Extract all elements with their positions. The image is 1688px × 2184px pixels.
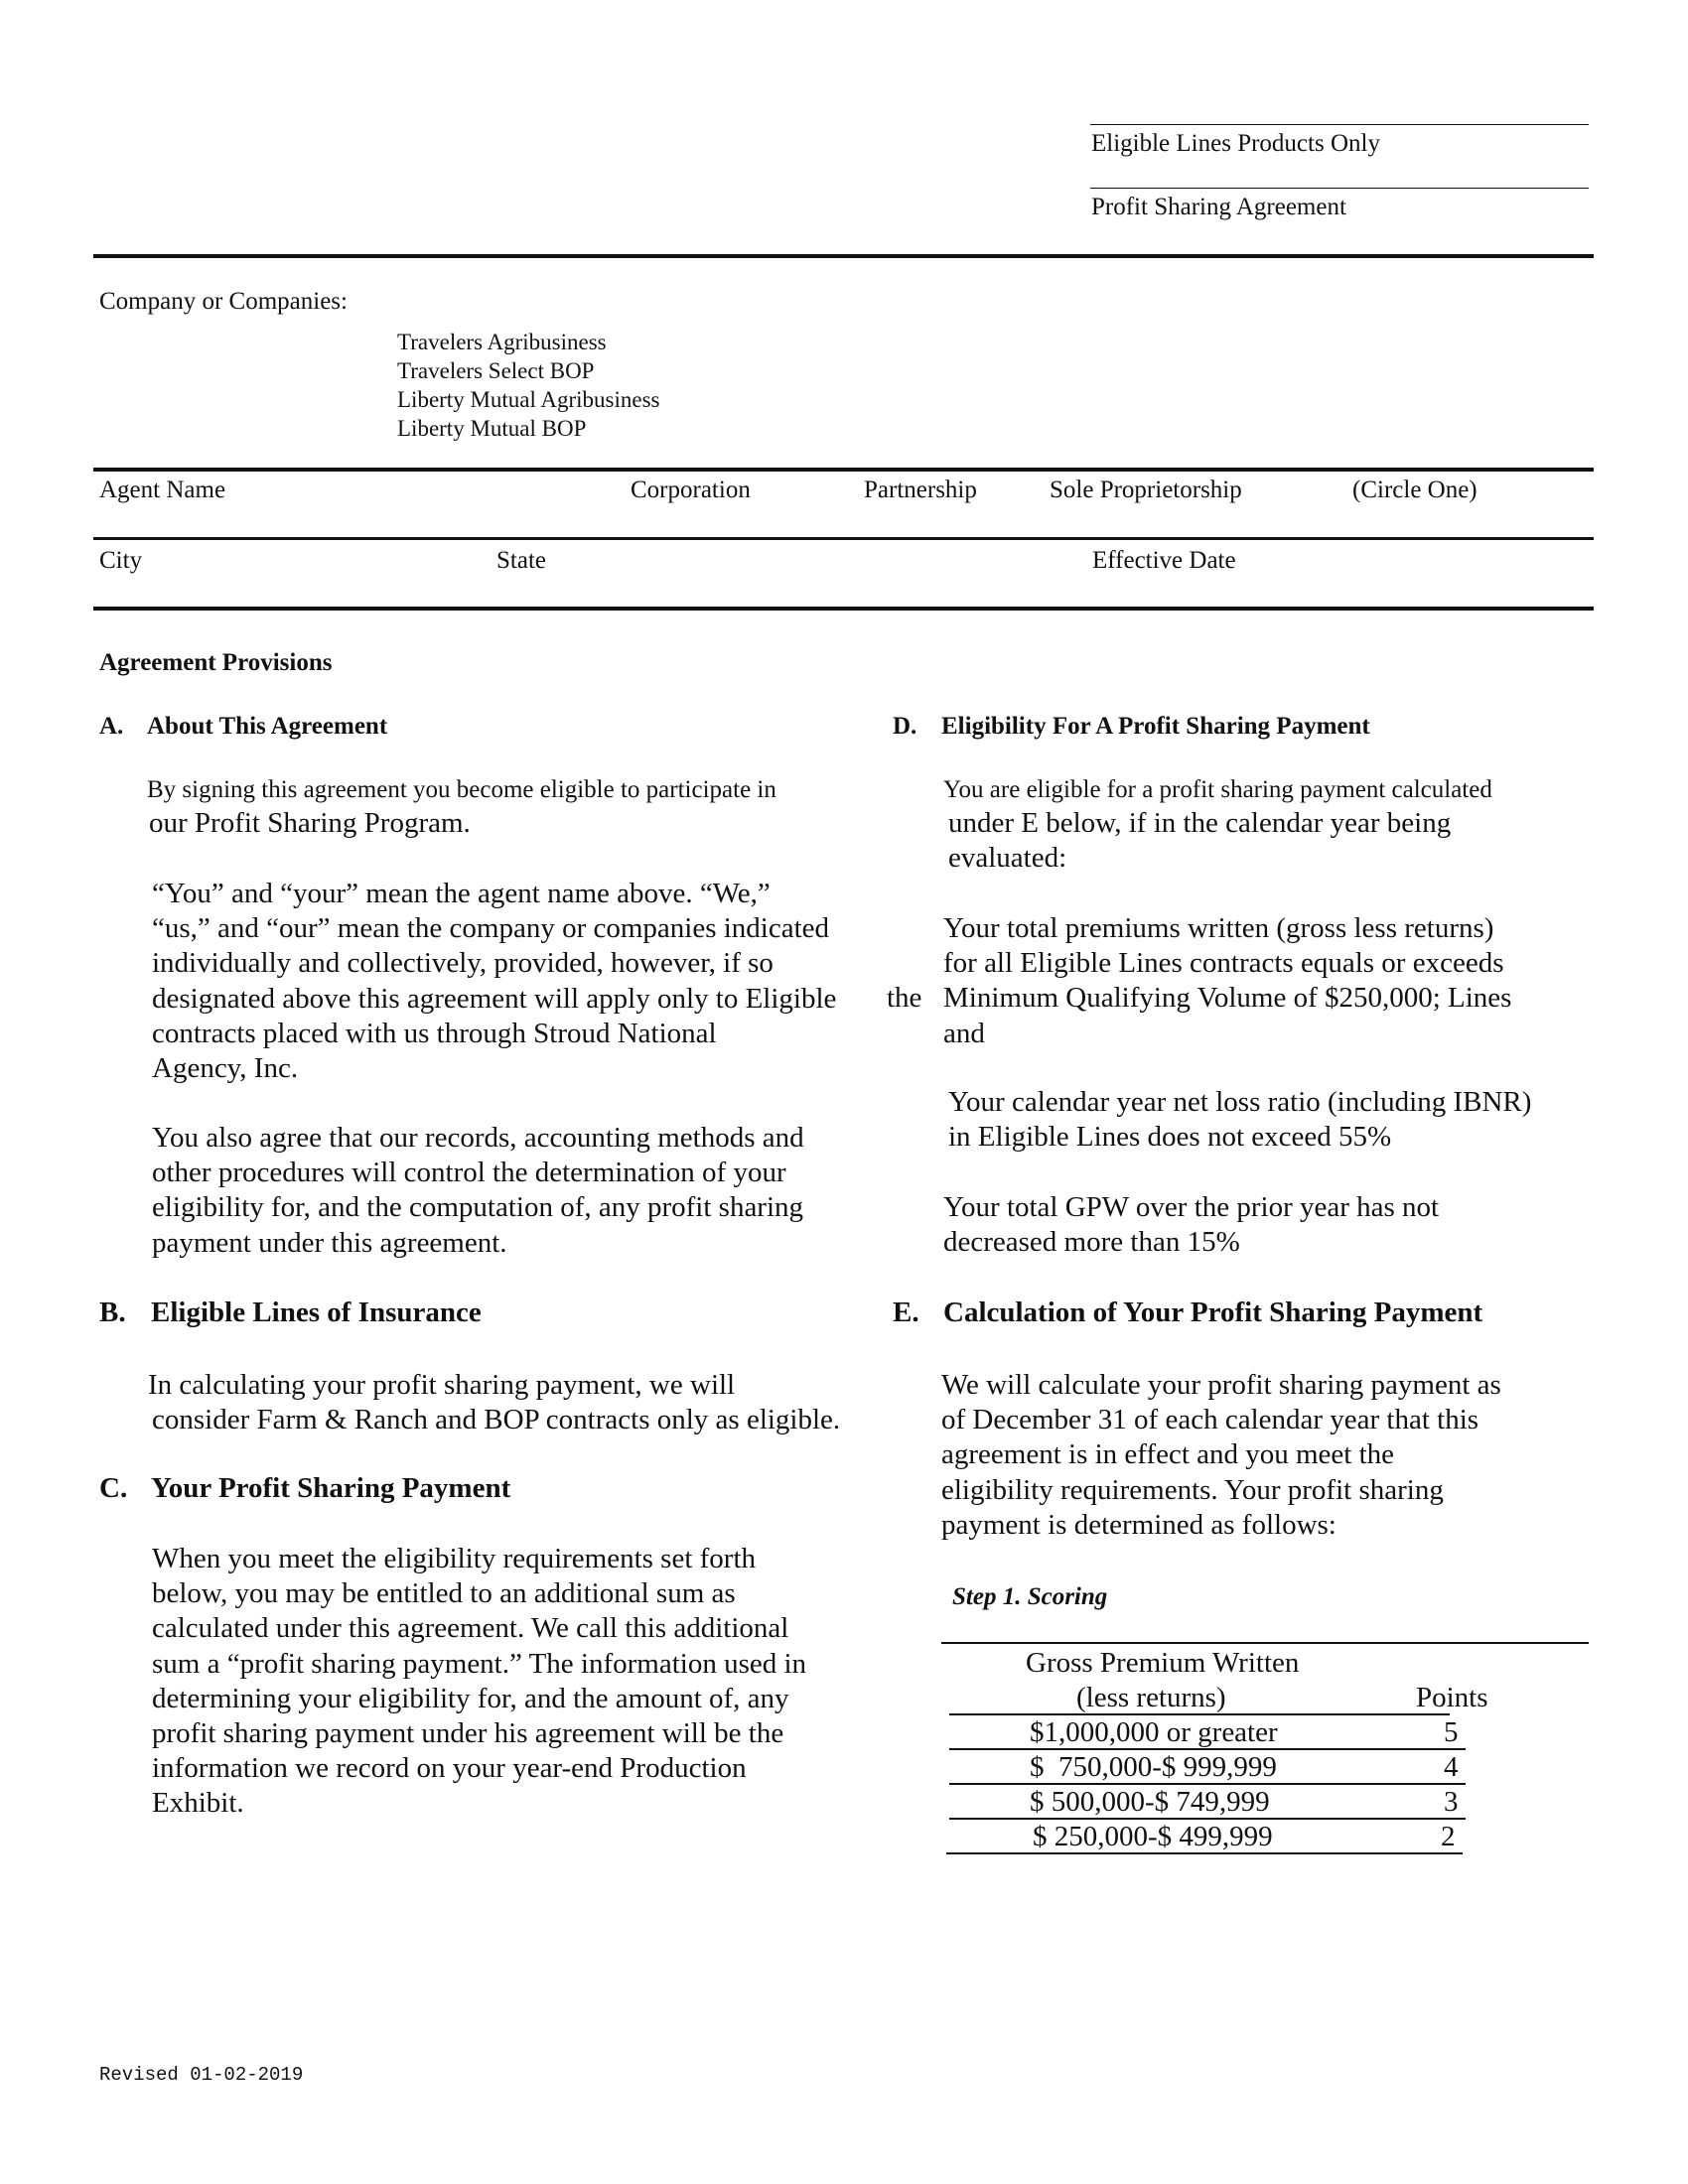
table-cell-points: 5 xyxy=(1444,1716,1459,1748)
header-line-agreement: Profit Sharing Agreement xyxy=(1091,194,1346,220)
section-c-letter: C. xyxy=(99,1472,128,1504)
city-label: City xyxy=(99,547,143,574)
table-row xyxy=(941,1750,1589,1785)
section-d-title: Eligibility For A Profit Sharing Payment xyxy=(941,713,1370,740)
table-row xyxy=(941,1715,1589,1750)
section-b-p1-line1: In calculating your profit sharing payment, we will xyxy=(148,1369,736,1401)
header-rule-top xyxy=(1090,124,1589,125)
table-row xyxy=(941,1820,1589,1854)
section-d-paragraph-4: Your total GPW over the prior year has not decreased more than 15% xyxy=(943,1191,1440,1259)
company-item: Travelers Agribusiness xyxy=(397,330,607,354)
section-a-p1-line1: By signing this agreement you become eligible to participate in xyxy=(147,776,776,803)
table-cell-range: $ 750,000-$ 999,999 xyxy=(1030,1751,1277,1783)
section-e-paragraph: We will calculate your profit sharing payment as of December 31 of each calendar year that this agreement is in effect and you meet the eligibility requirements. Your profit sharing payment is determined as follows: xyxy=(941,1369,1501,1541)
section-e-letter: E. xyxy=(893,1297,919,1328)
section-c-paragraph: When you meet the eligibility requirements set forth below, you may be entitled to an additional sum as calculated under this agreement. We call this additional sum a “profit sharing payment.” The information used in determining your eligibility for, and the amount of, any profit sharing payment under his agreement will be the information we record on your year-end Production Exhibit. xyxy=(152,1543,807,1820)
section-b-p1-line2: consider Farm & Ranch and BOP contracts only as eligible. xyxy=(152,1404,841,1435)
effective-date-label: Effective Date xyxy=(1092,547,1236,574)
corporation-option[interactable]: Corporation xyxy=(631,477,751,503)
section-d-p1-line1: You are eligible for a profit sharing payment calculated xyxy=(943,776,1492,803)
table-header-less-returns: (less returns) xyxy=(1076,1682,1226,1713)
table-cell-points: 2 xyxy=(1441,1821,1456,1852)
section-d-paragraph-3: Your calendar year net loss ratio (including IBNR) in Eligible Lines does not exceed 55% xyxy=(948,1086,1532,1154)
partnership-option[interactable]: Partnership xyxy=(864,477,977,503)
state-label: State xyxy=(496,547,546,574)
section-a-paragraph-3: You also agree that our records, accounting methods and other procedures will control the determination of your eligibility for, and the computation of, any profit sharing payment under this agreement. xyxy=(152,1122,804,1259)
table-cell-range: $1,000,000 or greater xyxy=(1030,1716,1278,1748)
table-header-points: Points xyxy=(1416,1682,1488,1713)
rule-city-bottom xyxy=(93,607,1594,611)
table-cell-range: $ 500,000-$ 749,999 xyxy=(1030,1786,1270,1818)
section-c-title: Your Profit Sharing Payment xyxy=(151,1472,511,1504)
step-1-label: Step 1. Scoring xyxy=(952,1583,1108,1610)
company-label: Company or Companies: xyxy=(99,288,348,315)
circle-one-note: (Circle One) xyxy=(1352,477,1477,503)
company-item: Liberty Mutual Agribusiness xyxy=(397,387,660,412)
section-d-paragraph-2: Your total premiums written (gross less returns) for all Eligible Lines contracts equals or exceeds Minimum Qualifying Volume of $250,000; Lines and xyxy=(943,912,1512,1049)
company-list xyxy=(397,328,659,443)
table-row xyxy=(941,1785,1589,1820)
table-cell-range: $ 250,000-$ 499,999 xyxy=(1033,1821,1273,1852)
table-top-rule xyxy=(941,1642,1589,1644)
provisions-title: Agreement Provisions xyxy=(99,649,333,676)
section-d-letter: D. xyxy=(893,713,917,740)
company-item: Travelers Select BOP xyxy=(397,358,595,383)
header-rule-middle xyxy=(1090,188,1589,189)
section-a-title: About This Agreement xyxy=(147,713,388,740)
section-a-paragraph-2: “You” and “your” mean the agent name above. “We,” “us,” and “our” mean the company or companies indicated individually and collectively, provided, however, if so designated above this agreement will apply only to Eligible contracts placed with us through Stroud National Agency, Inc. xyxy=(152,878,837,1085)
table-cell-points: 4 xyxy=(1444,1751,1459,1783)
section-b-letter: B. xyxy=(99,1297,126,1328)
rule-city-top xyxy=(93,537,1594,540)
table-cell-points: 3 xyxy=(1444,1786,1459,1818)
agent-name-label: Agent Name xyxy=(99,477,226,503)
section-a-p1-line2: our Profit Sharing Program. xyxy=(149,807,471,839)
sole-proprietorship-option[interactable]: Sole Proprietorship xyxy=(1050,477,1242,503)
company-item: Liberty Mutual BOP xyxy=(397,416,587,441)
header-line-eligible: Eligible Lines Products Only xyxy=(1091,130,1380,157)
table-row-underline xyxy=(946,1852,1463,1854)
scoring-table xyxy=(941,1646,1589,1859)
rule-main-top xyxy=(93,254,1594,258)
table-header-gpw: Gross Premium Written xyxy=(1026,1647,1300,1679)
revised-date: Revised 01-02-2019 xyxy=(99,2064,304,2086)
section-d-p1-rest: under E below, if in the calendar year being evaluated: xyxy=(948,807,1452,875)
section-b-title: Eligible Lines of Insurance xyxy=(151,1297,482,1328)
rule-agent-top xyxy=(93,468,1594,472)
section-d-p2-the: the xyxy=(887,982,922,1014)
section-e-title: Calculation of Your Profit Sharing Payment xyxy=(943,1297,1483,1328)
section-a-letter: A. xyxy=(99,713,124,740)
